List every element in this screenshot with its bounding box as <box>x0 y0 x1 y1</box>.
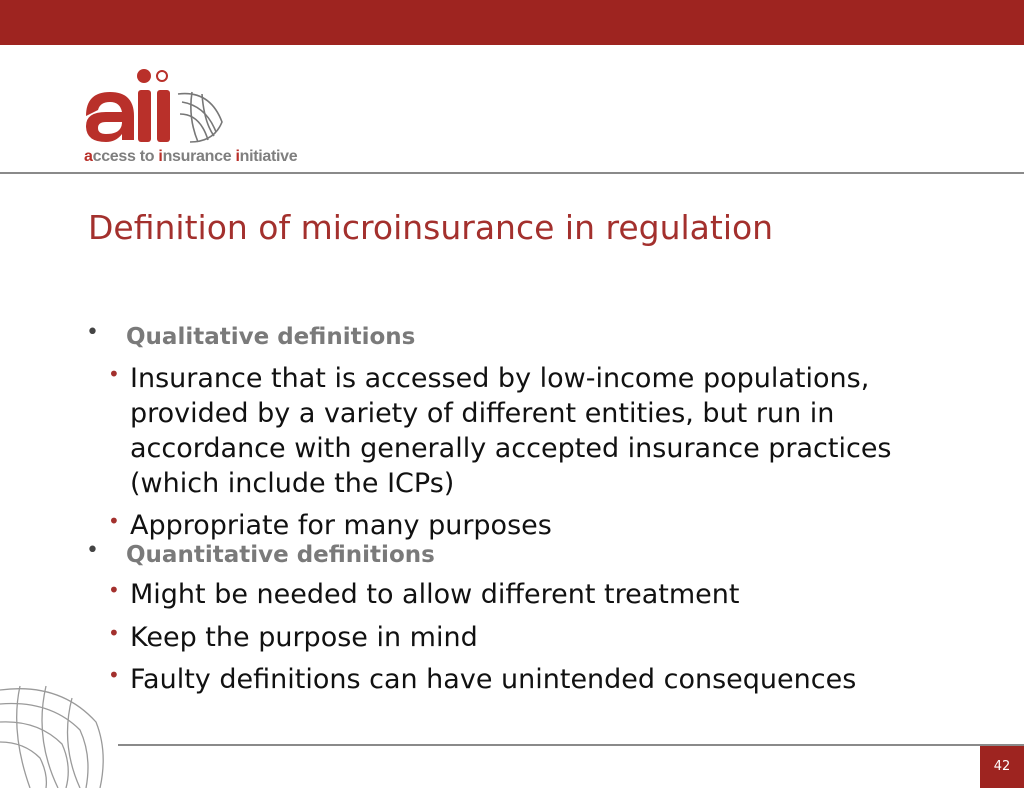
header-divider <box>0 172 1024 174</box>
list-item: • Faulty definitions can have unintended consequences <box>108 662 898 697</box>
bullet-icon: • <box>108 362 120 386</box>
bullet-icon: • <box>108 578 120 602</box>
bullet-icon: • <box>108 621 120 645</box>
list-item: • Appropriate for many purposes <box>108 508 898 543</box>
bullet-icon: • <box>86 538 99 563</box>
globe-icon <box>0 682 110 788</box>
logo-tagline: access to insurance initiative <box>84 148 298 165</box>
bullet-icon: • <box>108 509 120 533</box>
list-item: • Might be needed to allow different treatment <box>108 577 898 612</box>
slide-title: Definition of microinsurance in regulation <box>88 208 774 247</box>
footer-divider <box>118 744 1024 746</box>
top-banner <box>0 0 1024 45</box>
list-item: • Insurance that is accessed by low-income populations, provided by a variety of different entities, but run in accordance with generally accepted insurance practices (which include the ICPs) <box>108 361 898 501</box>
bullet-icon: • <box>86 320 99 345</box>
page-number: 42 <box>980 746 1024 788</box>
bullet-icon: • <box>108 663 120 687</box>
list-item: • Keep the purpose in mind <box>108 620 898 655</box>
